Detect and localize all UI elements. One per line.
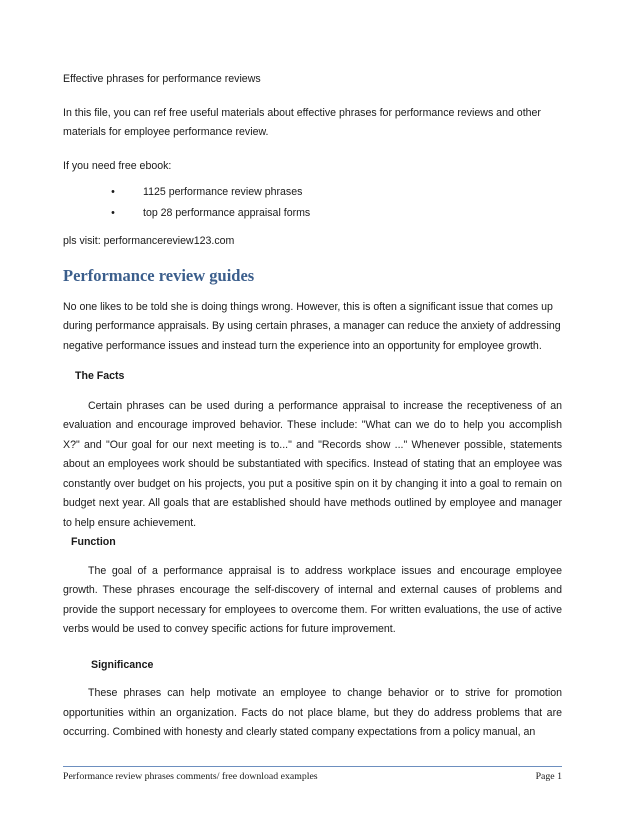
- facts-paragraph: Certain phrases can be used during a performance appraisal to increase the receptiveness of an evaluation and encourage improved behavior. These include: "What can we do to help you accomplish X?" and "Our goal for our next meeting is to..." and "Records show ..." Whenever possible, statements about an employees work should be substantiated with specifics. Instead of stating that an employee was constantly over budget on his projects, you put a positive spin on it by changing it into a goal to remain on budget next year. All goals that are established should have methods outlined by employee and manager to help ensure achievement.: [63, 399, 562, 529]
- ebook-label: If you need free ebook:: [63, 159, 172, 172]
- intro-paragraph: In this file, you can ref free useful materials about effective phrases for performance reviews and other materials for employee performance review.: [63, 106, 541, 138]
- list-item: [111, 203, 562, 224]
- page-number: Page 1: [535, 771, 562, 782]
- visit-link-text: pls visit: performancereview123.com: [63, 235, 235, 247]
- guides-paragraph: No one likes to be told she is doing things wrong. However, this is often a significant issue that comes up during performance appraisals. By using certain phrases, a manager can reduce the anxiety of addressing negative performance issues and instead turn the experience into an opportunity for employee growth.: [63, 300, 561, 352]
- function-heading: Function: [71, 536, 116, 548]
- document-title-line: Effective phrases for performance reviews: [63, 73, 261, 85]
- ebook-item-label: top 28 performance appraisal forms: [143, 207, 311, 219]
- ebook-item-label: 1125 performance review phrases: [143, 186, 303, 198]
- list-item: [111, 182, 562, 203]
- facts-heading: The Facts: [75, 370, 125, 382]
- section-heading: Performance review guides: [63, 265, 255, 285]
- ebook-list: [63, 182, 562, 224]
- bullet-icon: •: [111, 186, 115, 198]
- function-paragraph: The goal of a performance appraisal is to address workplace issues and encourage employee growth. These phrases encourage the self-discovery of internal and external causes of problems and provide the support necessary for employees to overcome them. For written evaluations, the use of active verbs would be used to convey specific actions for future improvement.: [63, 564, 562, 635]
- page-content: [63, 70, 562, 743]
- bullet-icon: •: [111, 207, 115, 219]
- significance-paragraph: These phrases can help motivate an employee to change behavior or to strive for promotion opportunities within an organization. Facts do not place blame, but they do address problems that are occurring. Combined with honesty and clearly stated company expectations from a policy manual, an: [63, 687, 562, 738]
- significance-heading: Significance: [91, 658, 154, 671]
- page-footer: [63, 766, 562, 782]
- footer-title: Performance review phrases comments/ free download examples: [63, 771, 318, 782]
